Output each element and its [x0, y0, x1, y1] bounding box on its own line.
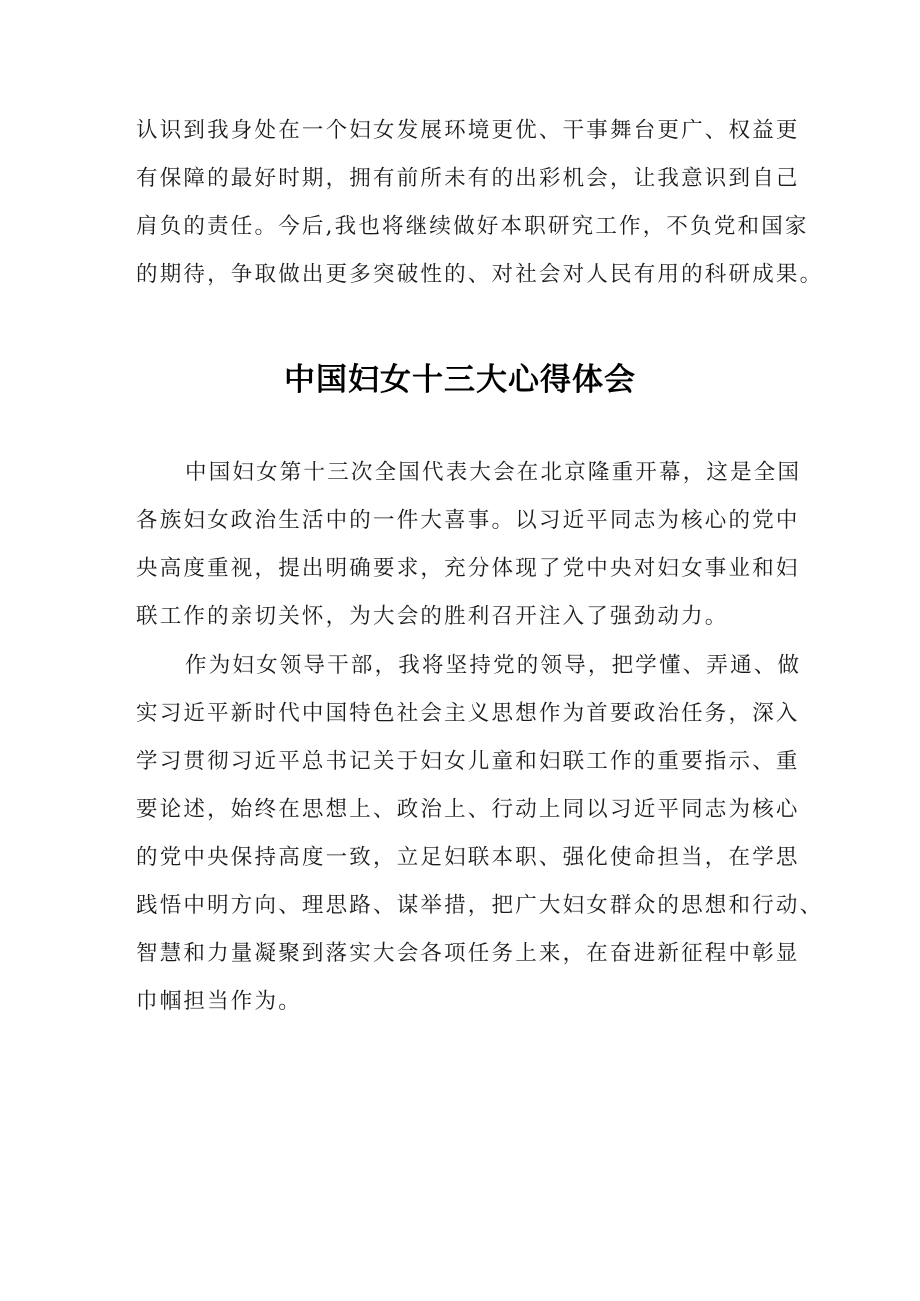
text-line: 作为妇女领导干部，我将坚持党的领导，把学懂、弄通、做 — [185, 653, 802, 678]
text-line: 联工作的亲切关怀，为大会的胜利召开注入了强劲动力。 — [136, 604, 729, 629]
text-line: 实习近平新时代中国特色社会主义思想作为首要政治任务，深入 — [136, 701, 800, 726]
text-line: 有保障的最好时期，拥有前所未有的出彩机会，让我意识到自己 — [136, 166, 800, 191]
text-line: 各族妇女政治生活中的一件大喜事。以习近平同志为核心的党中 — [136, 508, 800, 533]
text-line: 认识到我身处在一个妇女发展环境更优、干事舞台更广、权益更 — [136, 118, 800, 143]
text-line: 的期待，争取做出更多突破性的、对社会对人民有用的科研成果。 — [136, 262, 824, 287]
body-paragraph-2 — [136, 642, 824, 1026]
text-line: 中国妇女第十三次全国代表大会在北京隆重开幕，这是全国 — [185, 460, 802, 485]
text-line: 学习贯彻习近平总书记关于妇女儿童和妇联工作的重要指示、重 — [136, 749, 800, 774]
text-line: 要论述，始终在思想上、政治上、行动上同以习近平同志为核心 — [136, 797, 800, 822]
text-line: 巾帼担当作为。 — [136, 989, 302, 1014]
text-line: 央高度重视，提出明确要求，充分体现了党中央对妇女事业和妇 — [136, 556, 800, 581]
text-line: 践悟中明方向、理思路、谋举措，把广大妇女群众的思想和行动、 — [136, 893, 824, 918]
body-paragraph-1 — [136, 449, 802, 641]
intro-paragraph — [136, 107, 824, 299]
page-title: 中国妇女十三大心得体会 — [284, 362, 636, 398]
text-line: 智慧和力量凝聚到落实大会各项任务上来，在奋进新征程中彰显 — [136, 941, 800, 966]
text-line: 肩负的责任。今后,我也将继续做好本职研究工作，不负党和国家 — [136, 214, 809, 239]
text-line: 的党中央保持高度一致，立足妇联本职、强化使命担当，在学思 — [136, 845, 800, 870]
